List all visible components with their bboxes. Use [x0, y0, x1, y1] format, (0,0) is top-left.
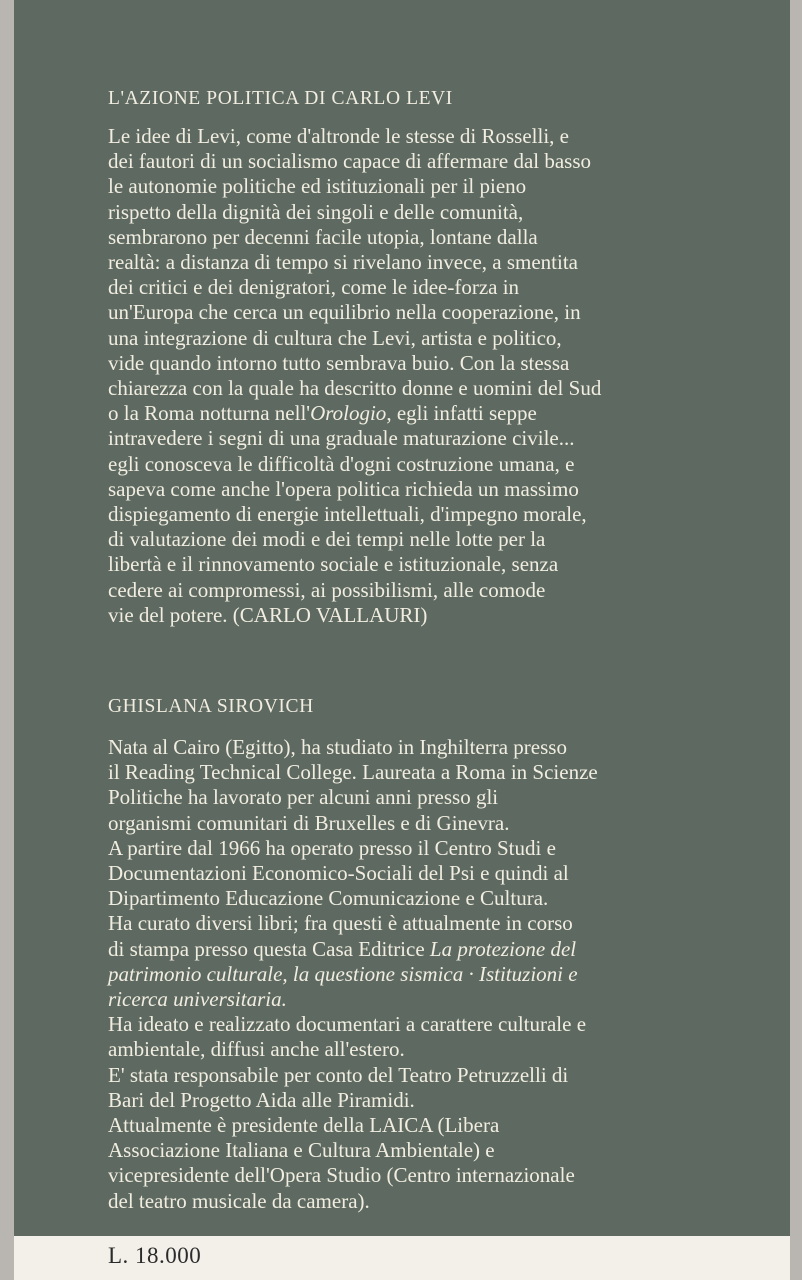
text-segment: vide quando intorno tutto sembrava buio. Con la stessa	[108, 350, 570, 375]
text-line	[108, 200, 601, 225]
text-segment: realtà: a distanza di tempo si rivelano invece, a smentita	[108, 250, 578, 275]
text-line	[108, 124, 601, 149]
text-line	[108, 477, 601, 502]
text-line	[108, 760, 598, 785]
text-line	[108, 603, 601, 628]
section-text-author-bio	[108, 735, 598, 1214]
text-segment: una integrazione di cultura che Levi, artista e politico,	[108, 325, 562, 350]
text-line	[108, 452, 601, 477]
text-segment: Le idee di Levi, come d'altronde le stesse di Rosselli, e	[108, 124, 569, 148]
text-line	[108, 149, 601, 174]
text-line	[108, 1163, 598, 1188]
text-line	[108, 552, 601, 577]
text-line	[108, 250, 601, 275]
text-segment: Associazione Italiana e Cultura Ambientale) e	[108, 1138, 495, 1163]
italic-title-text: patrimonio culturale, la questione sismica · Istituzioni e	[108, 961, 578, 986]
text-line	[108, 1189, 598, 1214]
text-line	[108, 1063, 598, 1088]
text-segment: sapeva come anche l'opera politica richieda un massimo	[108, 476, 579, 501]
text-segment: un'Europa che cerca un equilibrio nella cooperazione, in	[108, 300, 581, 325]
text-segment: di stampa presso questa Casa Editrice	[108, 936, 430, 961]
text-segment: Nata al Cairo (Egitto), ha studiato in Inghilterra presso	[108, 735, 567, 759]
text-line	[108, 987, 598, 1012]
text-line	[108, 811, 598, 836]
text-line	[108, 1012, 598, 1037]
text-segment: Politiche ha lavorato per alcuni anni presso gli	[108, 785, 499, 810]
text-line	[108, 326, 601, 351]
text-line	[108, 911, 598, 936]
text-segment: Attualmente è presidente della LAICA (Libera	[108, 1113, 500, 1138]
text-segment: Ha ideato e realizzato documentari a carattere culturale e	[108, 1012, 587, 1037]
text-line	[108, 1138, 598, 1163]
text-segment: Dipartimento Educazione Comunicazione e Cultura.	[108, 886, 549, 911]
price-strip	[14, 1236, 790, 1280]
text-segment: o la Roma notturna nell'	[108, 401, 311, 426]
book-back-cover	[14, 0, 790, 1280]
text-line	[108, 426, 601, 451]
italic-title-text: Orologio	[310, 401, 387, 426]
text-line	[108, 401, 601, 426]
text-segment: sembrarono per decenni facile utopia, lontane dalla	[108, 224, 538, 249]
text-segment: Ha curato diversi libri; fra questi è attualmente in corso	[108, 911, 573, 936]
text-segment: , egli infatti seppe	[386, 401, 537, 426]
text-segment: organismi comunitari di Bruxelles e di Ginevra.	[108, 810, 510, 835]
text-segment: le autonomie politiche ed istituzionali per il pieno	[108, 174, 527, 199]
text-line	[108, 1113, 598, 1138]
text-segment: cedere ai compromessi, ai possibilismi, alle comode	[108, 577, 546, 602]
text-segment: dispiegamento di energie intellettuali, d'impegno morale,	[108, 502, 587, 527]
text-line	[108, 937, 598, 962]
text-segment: ambientale, diffusi anche all'estero.	[108, 1037, 405, 1062]
text-segment: Bari del Progetto Aida alle Piramidi.	[108, 1087, 415, 1112]
text-line	[108, 735, 598, 760]
section-text-azione-politica	[108, 124, 601, 628]
text-line	[108, 225, 601, 250]
text-line	[108, 1037, 598, 1062]
text-line	[108, 351, 601, 376]
text-line	[108, 527, 601, 552]
text-segment: Documentazioni Economico-Sociali del Psi e quindi al	[108, 861, 569, 886]
section-title-azione-politica: L'AZIONE POLITICA DI CARLO LEVI	[108, 88, 453, 109]
text-segment: chiarezza con la quale ha descritto donne e uomini del Sud	[108, 376, 602, 401]
text-segment: del teatro musicale da camera).	[108, 1188, 370, 1213]
italic-title-text: ricerca universitaria.	[108, 987, 287, 1012]
text-segment: A partire dal 1966 ha operato presso il Centro Studi e	[108, 835, 556, 860]
text-line	[108, 578, 601, 603]
text-line	[108, 785, 598, 810]
text-segment: vicepresidente dell'Opera Studio (Centro internazionale	[108, 1163, 575, 1188]
price-label: L. 18.000	[108, 1243, 202, 1268]
text-line	[108, 174, 601, 199]
text-segment: il Reading Technical College. Laureata a Roma in Scienze	[108, 760, 598, 785]
text-segment: rispetto della dignità dei singoli e delle comunità,	[108, 199, 524, 224]
text-segment: dei fautori di un socialismo capace di affermare dal basso	[108, 149, 592, 174]
italic-title-text: La protezione del	[429, 936, 577, 961]
text-line	[108, 502, 601, 527]
text-line	[108, 886, 598, 911]
text-segment: egli conosceva le difficoltà d'ogni costruzione umana, e	[108, 451, 575, 476]
text-line	[108, 300, 601, 325]
text-segment: libertà e il rinnovamento sociale e istituzionale, senza	[108, 552, 559, 577]
section-title-author: GHISLANA SIROVICH	[108, 696, 314, 717]
text-segment: dei critici e dei denigratori, come le idee-forza in	[108, 275, 520, 300]
text-segment: di valutazione dei modi e dei tempi nelle lotte per la	[108, 527, 546, 552]
text-line	[108, 1088, 598, 1113]
text-segment: E' stata responsabile per conto del Teatro Petruzzelli di	[108, 1062, 569, 1087]
text-line	[108, 376, 601, 401]
text-line	[108, 962, 598, 987]
text-line	[108, 861, 598, 886]
text-segment: vie del potere. (CARLO VALLAURI)	[108, 602, 428, 627]
text-line	[108, 275, 601, 300]
text-segment: intravedere i segni di una graduale maturazione civile...	[108, 426, 575, 451]
text-line	[108, 836, 598, 861]
